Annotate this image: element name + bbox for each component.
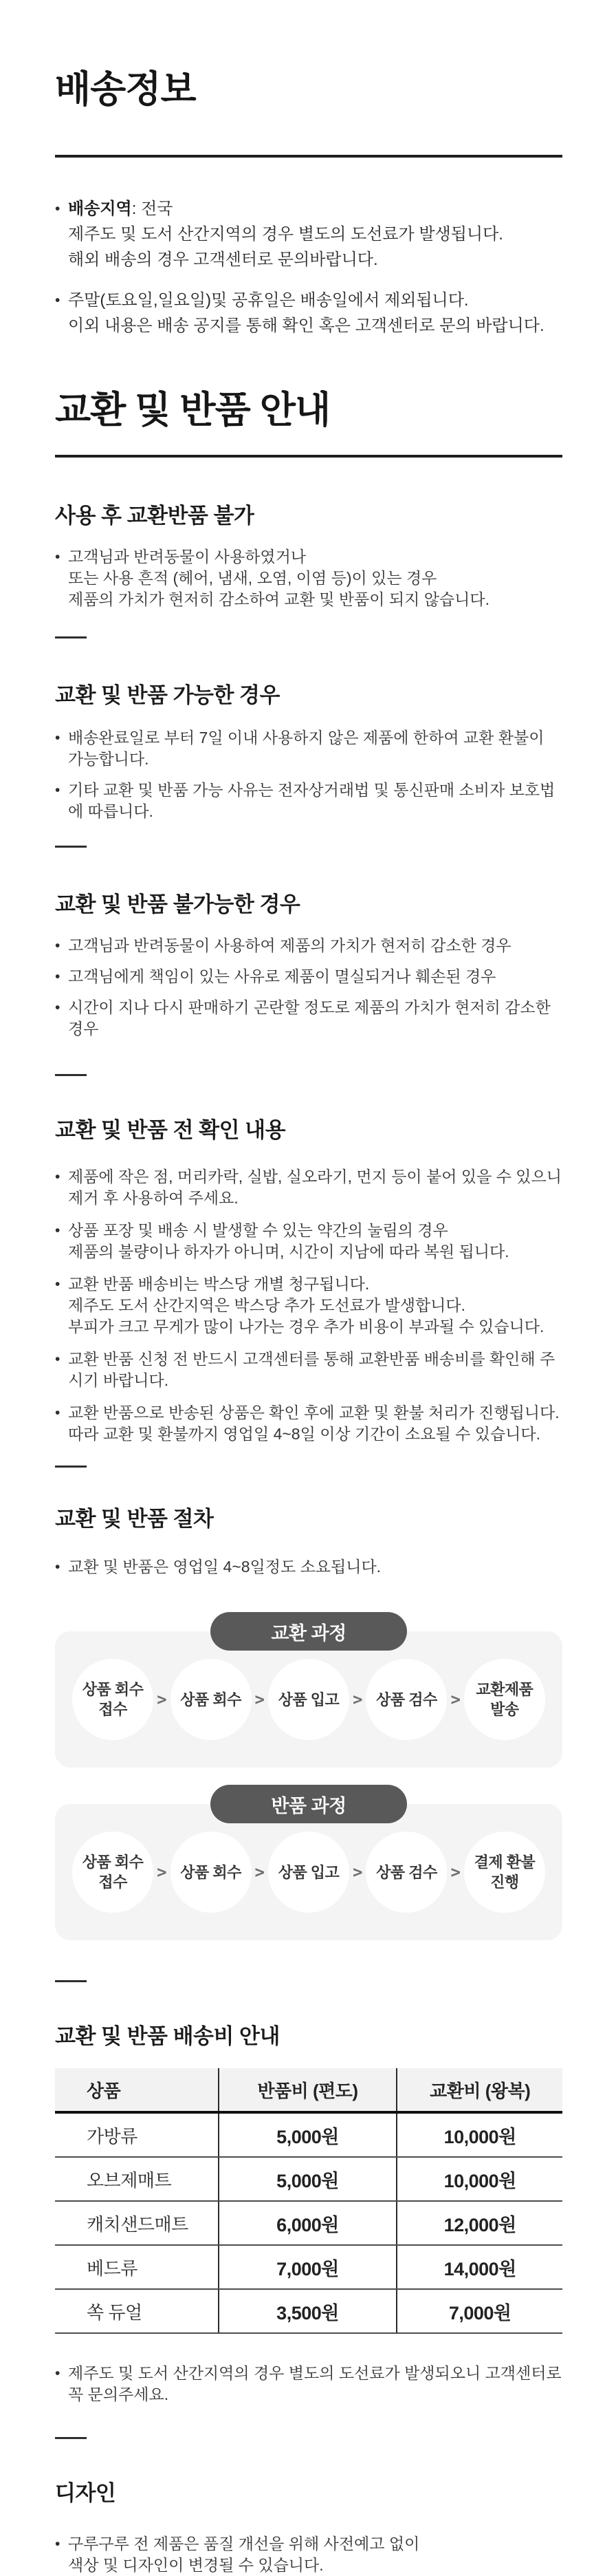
bullet-text [68,2533,562,2576]
step-label-line: 접수 [98,1874,127,1891]
process-step [464,1659,545,1740]
bullet-text: 교환 및 반품은 영업일 4~8일정도 소요됩니다. [68,1558,382,1576]
bullet-item [55,1349,562,1391]
bullet-line: 제품에 작은 점, 머리카락, 실밥, 실오라기, 먼지 등이 붙어 있을 수 있으니 [68,1168,562,1185]
subsection-divider [55,2437,87,2439]
bullet-item [55,780,562,822]
shipping-area-label: 배송지역 [68,200,132,218]
bullet-icon: • [55,1223,60,1238]
bullet-icon: • [55,201,60,217]
chevron-right-icon: > [450,1863,461,1882]
step-label-line: 접수 [98,1701,127,1718]
process-step [72,1659,153,1740]
table-row [55,2112,562,2157]
step-label-line: 발송 [490,1701,519,1718]
bullet-text: 고객님과 반려동물이 사용하여 제품의 가치가 현저히 감소한 경우 [68,936,512,954]
bullet-icon: • [55,1405,60,1421]
bullet-icon: • [55,549,60,565]
exchange-fee-cell: 10,000원 [397,2157,562,2201]
table-row [55,2245,562,2289]
exchange-guide-title: 교환 및 반품 안내 [55,389,331,431]
bullet-icon: • [55,1351,60,1367]
fees-col-product: 상품 [55,2068,219,2112]
fees-table-header-row [55,2068,562,2112]
subsection-divider [55,846,87,848]
bullet-line: 고객님과 반려동물이 사용하였거나 [68,548,307,566]
bullet-item [55,1220,562,1263]
check-before-heading: 교환 및 반품 전 확인 내용 [55,1118,286,1142]
bullet-text: 교환 반품 신청 전 반드시 고객센터를 통해 교환반품 배송비를 확인해 주시기 바랍니다. [68,1350,556,1389]
bullet-line: 따라 교환 및 환불까지 영업일 4~8일 이상 기간이 소요될 수 있습니다. [68,1425,540,1443]
return-process-diagram [55,1785,562,1940]
bullet-icon: • [55,969,60,985]
return-process-panel [55,1804,562,1940]
chevron-right-icon: > [353,1690,363,1709]
bullet-line: 부피가 크고 무게가 많이 나가는 경우 추가 비용이 부과될 수 있습니다. [68,1318,544,1335]
bullet-item [55,1556,562,1578]
bullet-item [55,2533,562,2576]
return-fee-cell: 5,000원 [219,2112,397,2157]
procedure-note-list [55,1556,562,1578]
subsection-divider [55,1074,87,1076]
process-step [268,1832,349,1913]
bullet-line: 주말(토요일,일요일)및 공휴일은 배송일에서 제외됩니다. [68,291,469,310]
bullet-item [55,966,562,987]
no-return-after-use-bullets [55,546,562,610]
chevron-right-icon: > [157,1863,167,1882]
bullet-line: 이외 내용은 배송 공지를 통해 확인 혹은 고객센터로 문의 바랍니다. [68,316,544,335]
return-possible-heading: 교환 및 반품 가능한 경우 [55,683,280,707]
bullet-icon: • [55,2365,60,2381]
fees-col-return: 반품비 (편도) [219,2068,397,2112]
bullet-icon: • [55,1000,60,1016]
bullet-line: 또는 사용 흔적 (헤어, 냄새, 오염, 이염 등)이 있는 경우 [68,569,437,587]
bullet-icon: • [55,2536,60,2552]
design-bullets [55,2533,562,2576]
shipping-bullet-list [55,196,562,339]
process-step [366,1659,447,1740]
bullet-text: 고객님에게 책임이 있는 사유로 제품이 멸실되거나 훼손된 경우 [68,967,496,985]
product-name-cell: 캐치샌드매트 [55,2201,219,2245]
section-divider [55,155,562,158]
bullet-icon: • [55,1276,60,1292]
bullet-line: 상품 포장 및 배송 시 발생할 수 있는 약간의 눌림의 경우 [68,1221,448,1239]
bullet-item [55,1166,562,1209]
bullet-text [68,196,562,272]
bullet-item [55,935,562,956]
bullet-item [55,727,562,770]
bullet-text [68,1166,562,1209]
bullet-line: 제품의 가치가 현저히 감소하여 교환 및 반품이 되지 않습니다. [68,590,490,608]
fees-heading: 교환 및 반품 배송비 안내 [55,2024,280,2048]
process-step [268,1659,349,1740]
bullet-item [55,196,562,272]
product-name-cell: 오브제매트 [55,2157,219,2201]
step-label-line: 상품 회수 [180,1690,241,1708]
product-name-cell: 가방류 [55,2112,219,2157]
bullet-line: 구루구루 전 제품은 품질 개선을 위해 사전예고 없이 [68,2535,420,2553]
fees-col-exchange: 교환비 (왕복) [397,2068,562,2112]
bullet-text: 기타 교환 및 반품 가능 사유는 전자상거래법 및 통신판매 소비자 보호법에 따릅니다. [68,781,556,820]
product-name-cell: 베드류 [55,2245,219,2289]
chevron-right-icon: > [254,1863,265,1882]
return-fee-cell: 5,000원 [219,2157,397,2201]
bullet-item [55,1402,562,1445]
bullet-text: 제주도 및 도서 산간지역의 경우 별도의 도선료가 발생되오니 고객센터로 꼭 문의주세요. [68,2364,562,2403]
chevron-right-icon: > [353,1863,363,1882]
exchange-process-badge: 교환 과정 [210,1612,407,1651]
process-step [366,1832,447,1913]
return-possible-bullets [55,727,562,822]
step-label-line: 상품 검수 [376,1690,437,1708]
return-impossible-heading: 교환 및 반품 불가능한 경우 [55,892,300,916]
bullet-icon: • [55,938,60,954]
exchange-fee-cell: 10,000원 [397,2112,562,2157]
bullet-text [68,1274,562,1338]
section-divider [55,455,562,458]
step-label-line: 상품 회수 [82,1681,144,1698]
bullet-line: 제거 후 사용하여 주세요. [68,1189,239,1207]
exchange-process-diagram [55,1612,562,1768]
bullet-item [55,546,562,610]
return-impossible-bullets [55,935,562,1040]
table-row [55,2157,562,2201]
step-label-line: 교환제품 [476,1681,534,1698]
design-heading: 디자인 [55,2481,116,2505]
bullet-text: 배송완료일로 부터 7일 이내 사용하지 않은 제품에 한하여 교환 환불이 가능합니다. [68,729,544,768]
bullet-line [68,196,562,222]
bullet-line: 제품의 불량이나 하자가 아니며, 시간이 지남에 따라 복원 됩니다. [68,1243,509,1260]
step-label-line: 상품 회수 [82,1854,144,1871]
step-label-line: 상품 검수 [376,1863,437,1881]
bullet-line: 색상 및 디자인이 변경될 수 있습니다. [68,2556,324,2574]
process-step [170,1659,252,1740]
bullet-item [55,1274,562,1338]
fees-table [55,2068,562,2334]
process-step [170,1832,252,1913]
bullet-line: 제주도 도서 산간지역은 박스당 추가 도선료가 발생합니다. [68,1296,465,1314]
shipping-area-value: : 전국 [131,200,173,218]
bullet-icon: • [55,1169,60,1185]
return-fee-cell: 6,000원 [219,2201,397,2245]
no-return-after-use-heading: 사용 후 교환반품 불가 [55,504,254,528]
bullet-icon: • [55,730,60,746]
return-fee-cell: 3,500원 [219,2289,397,2333]
procedure-heading: 교환 및 반품 절차 [55,1507,214,1531]
process-step [464,1832,545,1913]
subsection-divider [55,1466,87,1468]
product-name-cell: 쏙 듀얼 [55,2289,219,2333]
subsection-divider [55,636,87,638]
bullet-line: 교환 반품으로 반송된 상품은 확인 후에 교환 및 환불 처리가 진행됩니다. [68,1404,560,1421]
shipping-title: 배송정보 [55,69,196,110]
bullet-line: 해외 배송의 경우 고객센터로 문의바랍니다. [68,250,378,269]
step-label-line: 결제 환불 [474,1854,536,1871]
process-step [72,1832,153,1913]
step-label-line: 상품 입고 [278,1690,340,1708]
check-before-bullets [55,1166,562,1445]
bullet-text [68,288,562,339]
exchange-fee-cell: 14,000원 [397,2245,562,2289]
bullet-text [68,1220,562,1263]
bullet-text [68,1402,562,1445]
bullet-icon: • [55,782,60,798]
table-row [55,2289,562,2333]
exchange-fee-cell: 7,000원 [397,2289,562,2333]
return-process-badge: 반품 과정 [210,1785,407,1823]
return-fee-cell: 7,000원 [219,2245,397,2289]
step-label-line: 상품 회수 [180,1863,241,1881]
chevron-right-icon: > [254,1690,265,1709]
table-row [55,2201,562,2245]
bullet-line: 제주도 및 도서 산간지역의 경우 별도의 도선료가 발생됩니다. [68,225,503,244]
subsection-divider [55,1980,87,1982]
exchange-fee-cell: 12,000원 [397,2201,562,2245]
chevron-right-icon: > [157,1690,167,1709]
bullet-icon: • [55,1559,60,1575]
exchange-process-panel [55,1631,562,1768]
step-label-line: 상품 입고 [278,1863,340,1881]
fees-note-list [55,2363,562,2405]
bullet-text: 시간이 지나 다시 판매하기 곤란할 정도로 제품의 가치가 현저히 감소한 경우 [68,998,551,1038]
bullet-text [68,546,562,610]
chevron-right-icon: > [450,1690,461,1709]
bullet-line: 교환 반품 배송비는 박스당 개별 청구됩니다. [68,1275,370,1293]
bullet-item [55,997,562,1040]
bullet-item [55,288,562,339]
bullet-item [55,2363,562,2405]
bullet-icon: • [55,292,60,308]
step-label-line: 진행 [490,1874,519,1891]
